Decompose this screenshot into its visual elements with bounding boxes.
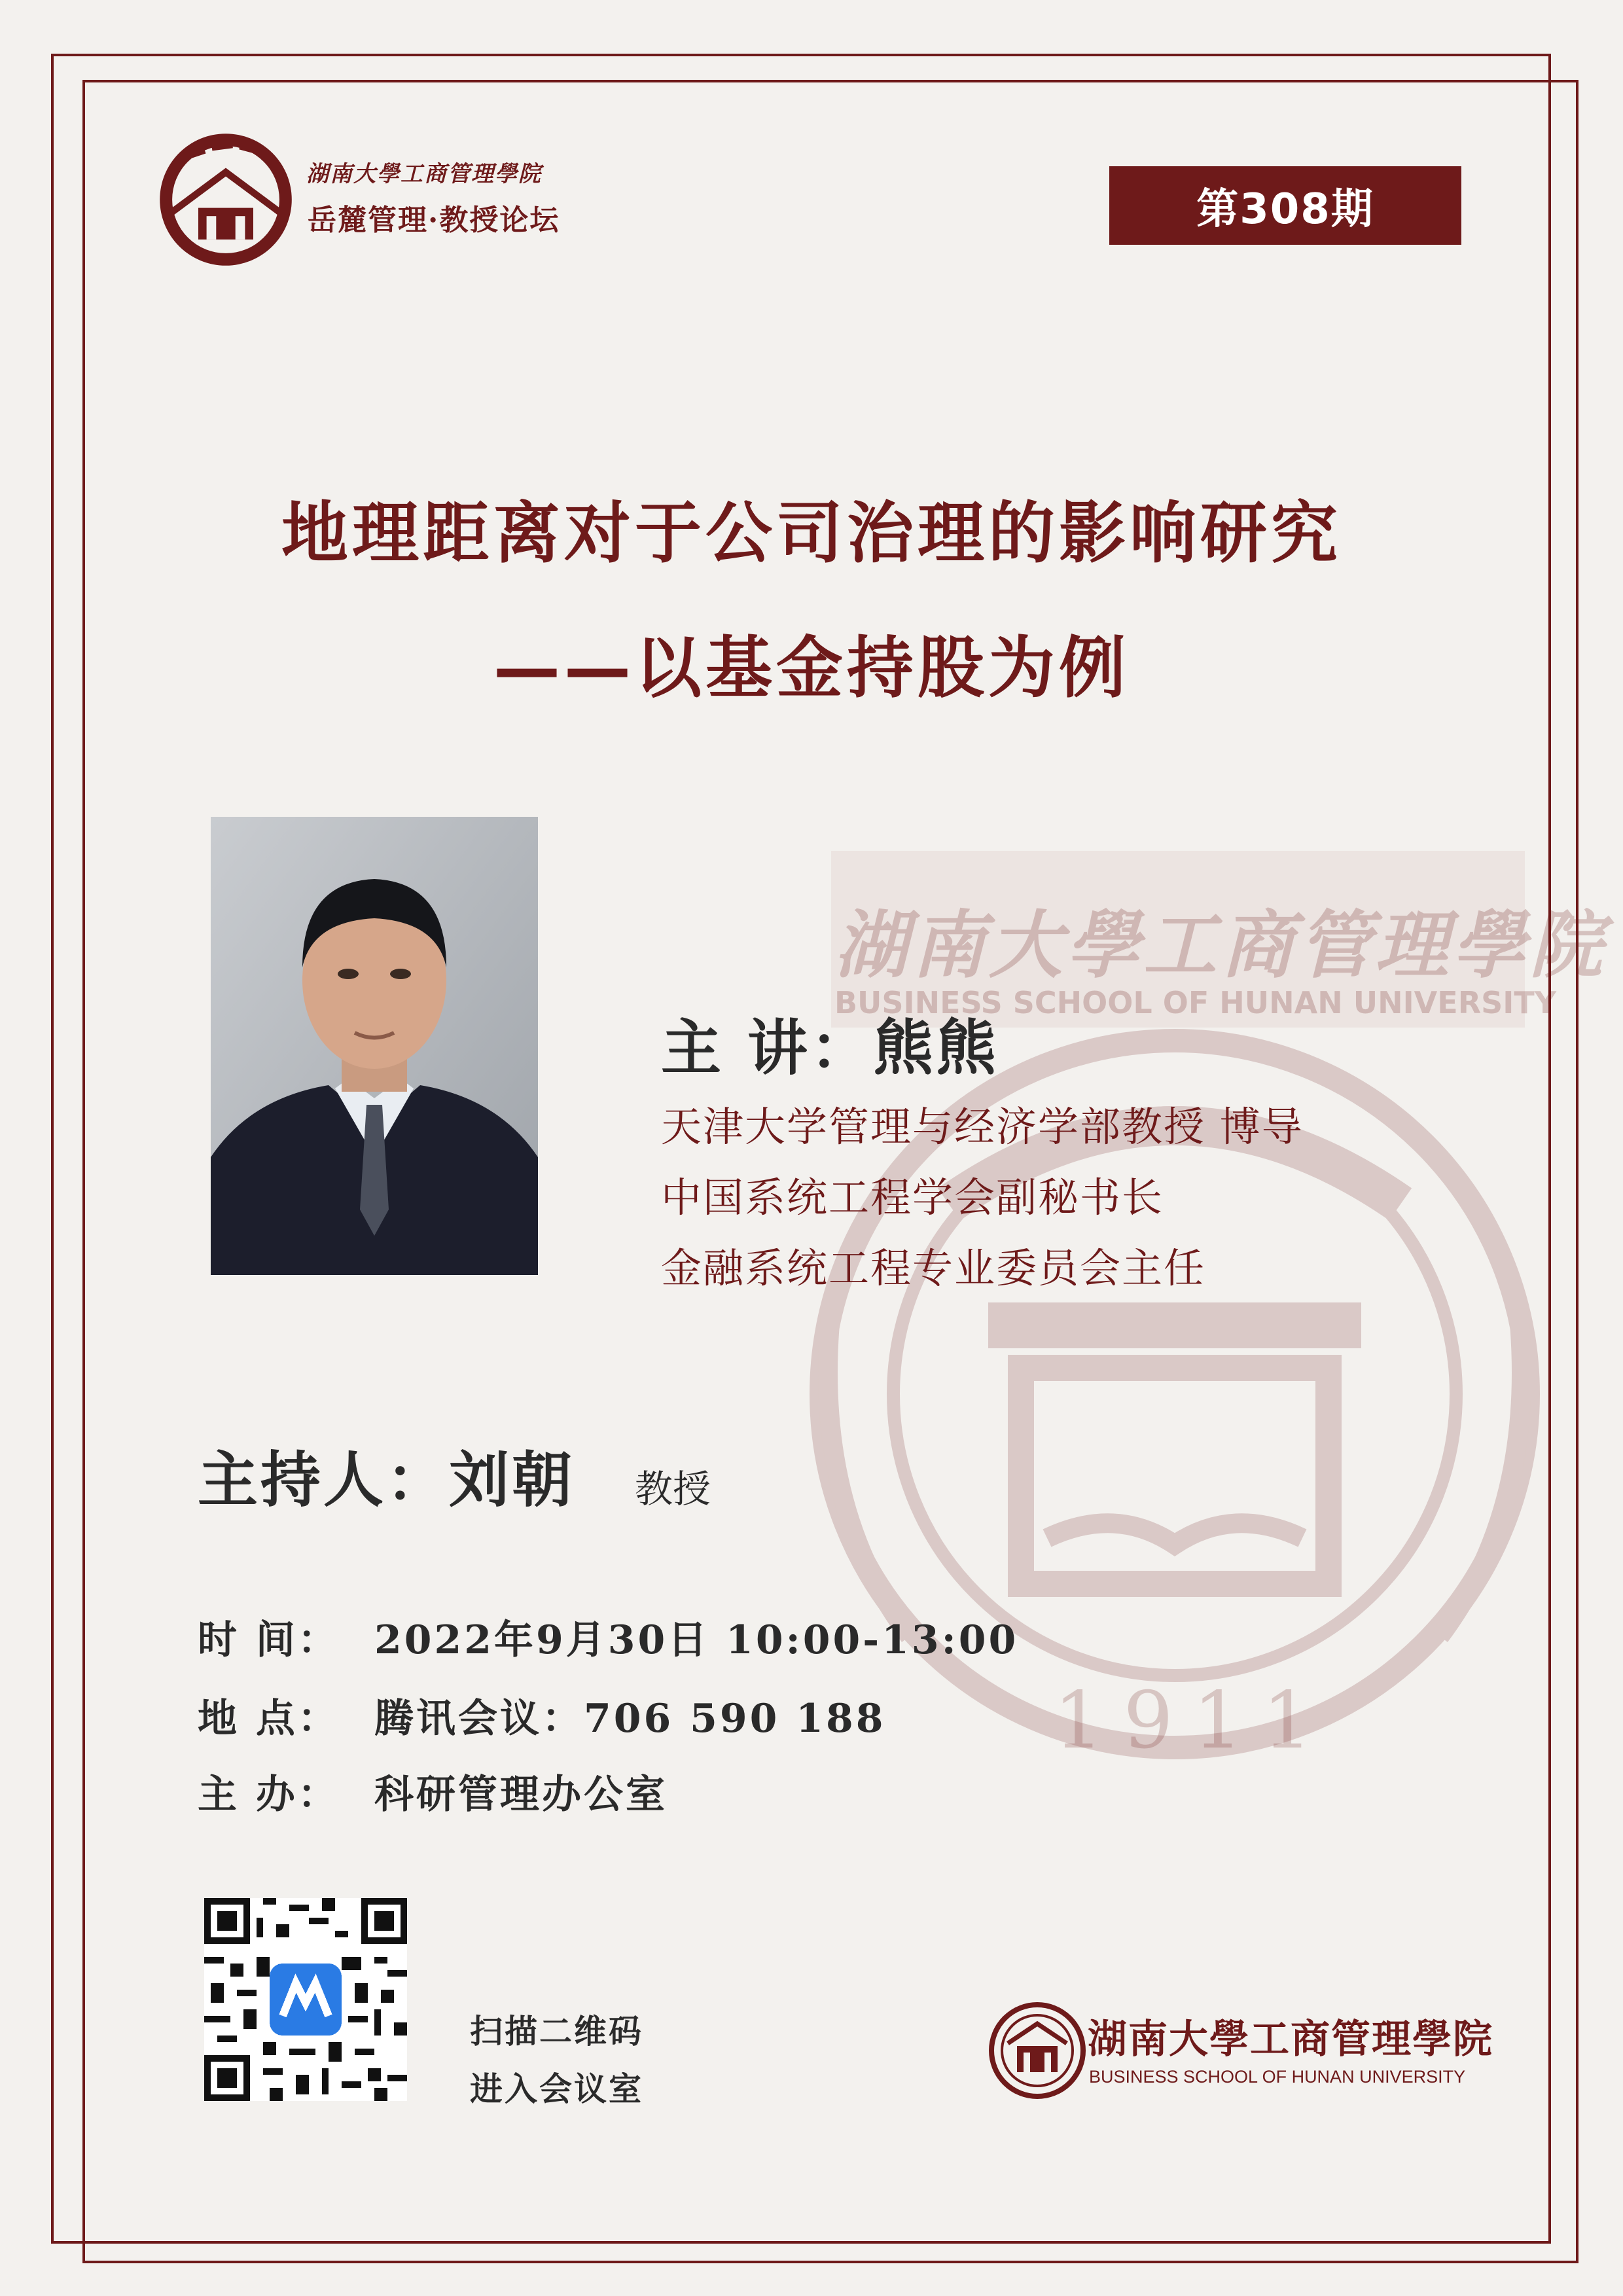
speaker-photo [211, 817, 538, 1275]
qr-code[interactable] [204, 1898, 407, 2101]
speaker-role: 天津大学管理与经济学部教授 博导 [661, 1103, 1304, 1151]
info-organizer [198, 1763, 668, 1820]
host-label: 主持人：刘朝 [198, 1445, 575, 1515]
info-time [198, 1609, 1018, 1665]
host-title: 教授 [635, 1467, 711, 1511]
info-location [198, 1687, 886, 1744]
info-location-key: 地 点： [198, 1696, 340, 1742]
title-line-1: 地理距离对于公司治理的影响研究 [281, 495, 1342, 573]
school-emblem-icon [157, 131, 294, 268]
forum-name: 岳麓管理·教授论坛 [308, 204, 560, 237]
school-emblem-icon [988, 2001, 1086, 2100]
school-name: 湖南大學工商管理學院 [306, 161, 542, 187]
info-location-value: 腾讯会议：706 590 188 [374, 1696, 886, 1742]
info-organizer-value: 科研管理办公室 [374, 1772, 668, 1818]
footer-school-name: 湖南大學工商管理學院 [1088, 2017, 1493, 2062]
speaker-role: 中国系统工程学会副秘书长 [661, 1174, 1164, 1221]
watermark-school-name: 湖南大學工商管理學院 [834, 903, 1607, 988]
title-line-2: ——以基金持股为例 [493, 630, 1130, 708]
info-time-key: 时 间： [198, 1617, 340, 1663]
issue-badge: 第308期 [1109, 166, 1461, 245]
watermark-year: 1911 [1054, 1676, 1332, 1767]
speaker-label: 主 讲：熊熊 [661, 1013, 999, 1083]
footer-school-english: BUSINESS SCHOOL OF HUNAN UNIVERSITY [1089, 2067, 1466, 2087]
info-organizer-key: 主 办： [198, 1772, 340, 1818]
info-time-value: 2022年9月30日 10:00-13:00 [374, 1617, 1019, 1663]
qr-instruction-line-2: 进入会议室 [470, 2070, 643, 2108]
qr-instruction-line-1: 扫描二维码 [470, 2013, 643, 2051]
watermark-english: BUSINESS SCHOOL OF HUNAN UNIVERSITY [834, 985, 1557, 1020]
speaker-role: 金融系统工程专业委员会主任 [661, 1244, 1206, 1292]
